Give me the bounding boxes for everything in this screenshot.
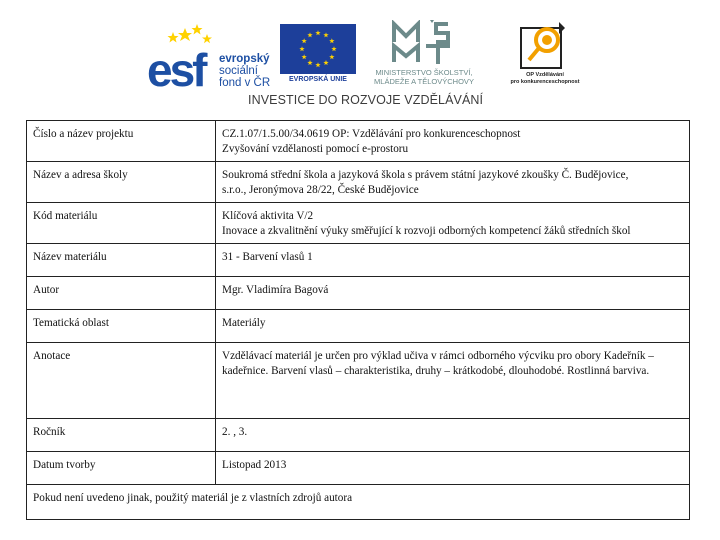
row-label: Anotace	[27, 343, 216, 419]
row-value-line: Zvyšování vzdělanosti pomocí e-prostoru	[222, 143, 409, 155]
source-note: Pokud není uvedeno jinak, použitý materiál je z vlastních zdrojů autora	[27, 485, 690, 520]
eu-star-icon	[299, 46, 304, 51]
eu-star-icon	[331, 46, 336, 51]
row-label: Číslo a název projektu	[27, 121, 216, 162]
table-row	[27, 310, 690, 343]
row-value: Listopad 2013	[216, 452, 690, 485]
eu-flag-icon	[280, 24, 356, 74]
msmt-line-2: MLÁDEŽE A TĚLOVÝCHOVY	[374, 77, 474, 86]
eu-star-icon	[323, 32, 328, 37]
svg-text:esf: esf	[147, 44, 205, 96]
table-row	[27, 343, 690, 419]
row-label: Kód materiálu	[27, 203, 216, 244]
msmt-logo	[360, 20, 488, 96]
table-footer-row	[27, 485, 690, 520]
row-label: Autor	[27, 277, 216, 310]
eu-star-icon	[329, 38, 334, 43]
op-logo	[505, 20, 585, 94]
row-value	[216, 343, 690, 419]
eu-label: EVROPSKÁ UNIE	[289, 76, 347, 83]
row-value: Mgr. Vladimíra Bagová	[216, 277, 690, 310]
esf-mark-icon	[145, 22, 219, 96]
eu-star-icon	[315, 30, 320, 35]
eu-star-icon	[307, 32, 312, 37]
table-row	[27, 277, 690, 310]
esf-line-2: sociální	[219, 65, 258, 77]
eu-star-icon	[329, 54, 334, 59]
table-row	[27, 121, 690, 162]
eu-star-icon	[307, 60, 312, 65]
row-value	[216, 162, 690, 203]
eu-star-icon	[301, 38, 306, 43]
eu-star-icon	[315, 62, 320, 67]
esf-line-1: evropský	[219, 53, 270, 65]
row-value	[216, 121, 690, 162]
eu-star-icon	[301, 54, 306, 59]
row-value: 2. , 3.	[216, 419, 690, 452]
table-row	[27, 452, 690, 485]
row-label: Ročník	[27, 419, 216, 452]
row-value: 31 - Barvení vlasů 1	[216, 244, 690, 277]
op-line-2: pro konkurenceschopnost	[510, 79, 580, 85]
msmt-line-1: MINISTERSTVO ŠKOLSTVÍ,	[375, 68, 473, 77]
row-label: Datum tvorby	[27, 452, 216, 485]
esf-line-3: fond v ČR	[219, 77, 271, 89]
eu-star-icon	[323, 60, 328, 65]
row-value	[216, 203, 690, 244]
logo-banner	[0, 0, 720, 118]
table-row	[27, 244, 690, 277]
row-value-line: s.r.o., Jeronýmova 28/22, České Budějovice	[222, 184, 419, 196]
table-row	[27, 162, 690, 203]
project-info-table	[26, 120, 690, 520]
row-label: Tematická oblast	[27, 310, 216, 343]
op-line-1: OP Vzdělávání	[526, 72, 564, 78]
table-row	[27, 419, 690, 452]
row-value-line: Klíčová aktivita V/2	[222, 210, 314, 222]
row-label: Název a adresa školy	[27, 162, 216, 203]
row-value-line: Soukromá střední škola a jazyková škola s právem státní jazykové zkoušky Č. Budějovice,	[222, 169, 629, 181]
row-value-line: CZ.1.07/1.5.00/34.0619 OP: Vzdělávání pro konkurenceschopnost	[222, 128, 521, 140]
annotation-text: Vzdělávací materiál je určen pro výklad učiva v rámci odborného výcviku pro obory Kadeřník – kadeřnice. Barvení vlasů – charakteristika, druhy – krátkodobé, dlouhodobé. Rostlinná barviva.	[222, 350, 654, 377]
tagline: INVESTICE DO ROZVOJE VZDĚLÁVÁNÍ	[248, 93, 484, 107]
msmt-mark-icon	[390, 20, 458, 66]
eu-logo	[280, 24, 356, 88]
op-mark-icon	[519, 20, 571, 70]
row-value-line: Inovace a zkvalitnění výuky směřující k rozvoji odborných kompetencí žáků středních škol	[222, 225, 631, 237]
row-value: Materiály	[216, 310, 690, 343]
table-row	[27, 203, 690, 244]
esf-logo	[145, 22, 273, 96]
row-label: Název materiálu	[27, 244, 216, 277]
